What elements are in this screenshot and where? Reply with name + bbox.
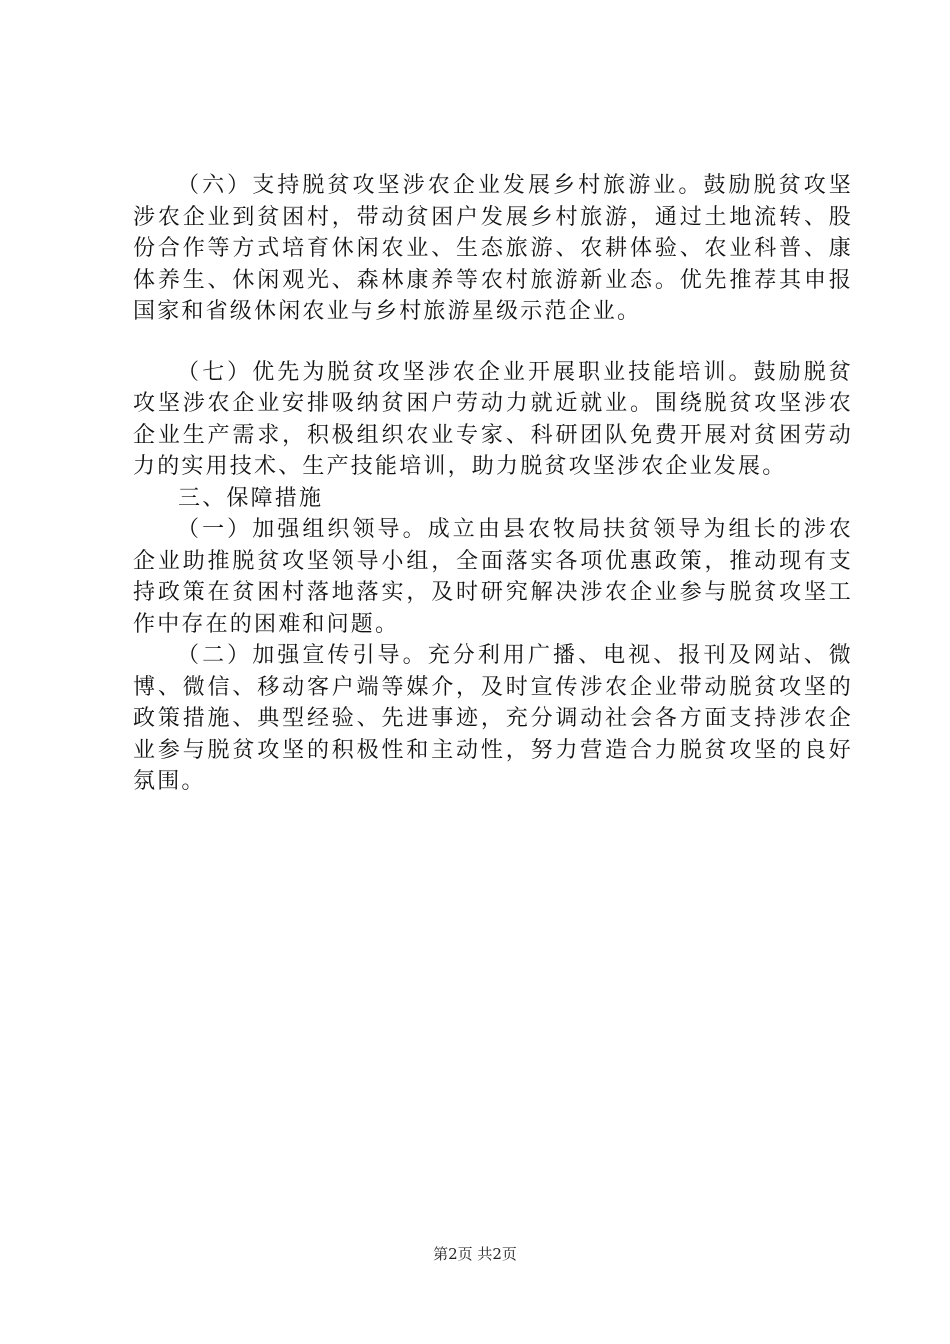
document-body — [133, 170, 853, 798]
paragraph-organization: （一）加强组织领导。成立由县农牧局扶贫领导为组长的涉农企业助推脱贫攻坚领导小组，全面落实各项优惠政策，推动现有支持政策在贫困村落地落实，及时研究解决涉农企业参与脱贫攻坚工作中存在的困难和问题。 — [133, 517, 853, 637]
paragraph-publicity: （二）加强宣传引导。充分利用广播、电视、报刊及网站、微博、微信、移动客户端等媒介，及时宣传涉农企业带动脱贫攻坚的政策措施、典型经验、先进事迹，充分调动社会各方面支持涉农企业参与脱贫攻坚的积极性和主动性，努力营造合力脱贫攻坚的良好氛围。 — [133, 643, 853, 794]
paragraph-seven: （七）优先为脱贫攻坚涉农企业开展职业技能培训。鼓励脱贫攻坚涉农企业安排吸纳贫困户劳动力就近就业。围绕脱贫攻坚涉农企业生产需求，积极组织农业专家、科研团队免费开展对贫困劳动力的实用技术、生产技能培训，助力脱贫攻坚涉农企业发展。 — [133, 359, 853, 479]
paragraph-six: （六）支持脱贫攻坚涉农企业发展乡村旅游业。鼓励脱贫攻坚涉农企业到贫困村，带动贫困户发展乡村旅游，通过土地流转、股份合作等方式培育休闲农业、生态旅游、农耕体验、农业科普、康体养生、休闲观光、森林康养等农村旅游新业态。优先推荐其申报国家和省级休闲农业与乡村旅游星级示范企业。 — [133, 173, 853, 324]
section-heading: 三、保障措施 — [178, 485, 324, 511]
page-number-footer: 第2页 共2页 — [433, 1245, 517, 1263]
